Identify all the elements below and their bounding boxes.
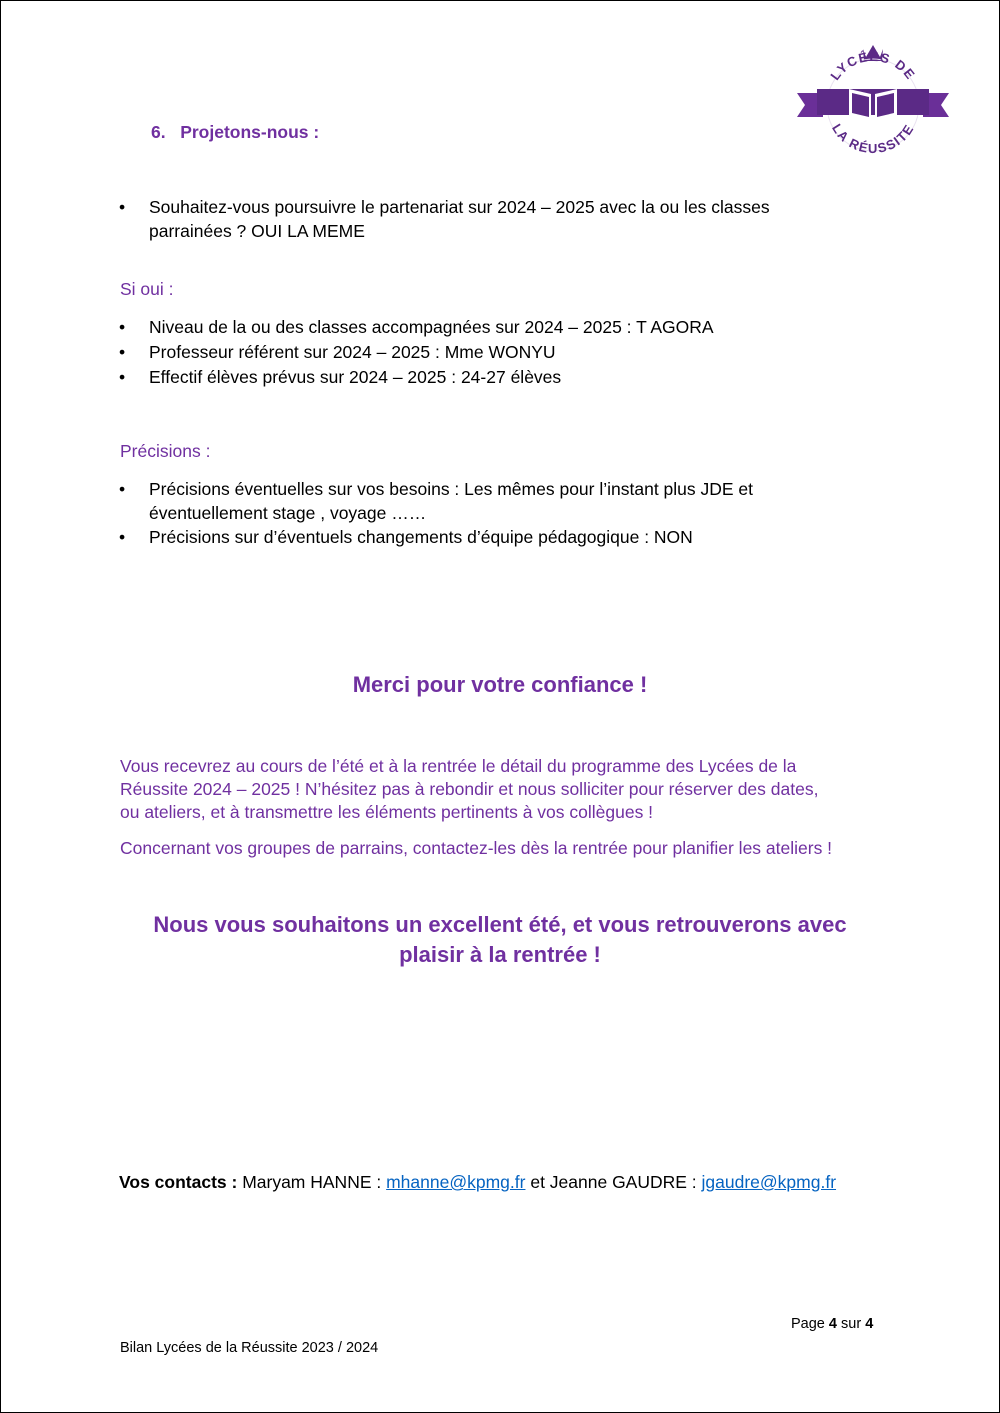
si-oui-heading: Si oui :	[120, 279, 174, 299]
page-number	[791, 1316, 873, 1332]
bullet-icon: •	[119, 527, 126, 547]
list-item	[119, 315, 714, 339]
team-changes: Précisions sur d’éventuels changements d’équipe pédagogique : NON	[149, 527, 693, 547]
page-current: 4	[828, 1316, 837, 1332]
bullet-icon: •	[119, 197, 126, 217]
email-link-jgaudre[interactable]: jgaudre@kpmg.fr	[701, 1172, 837, 1192]
logo-bottom-text: LA RÉUSSITE	[829, 121, 917, 157]
info-line-2: Réussite 2024 – 2025 ! N’hésitez pas à rebondir et nous solliciter pour réserver des dates,	[120, 779, 819, 799]
bullet-icon: •	[119, 367, 126, 387]
section-number: 6.	[151, 122, 166, 142]
list-item	[119, 525, 753, 549]
thanks-heading: Merci pour votre confiance !	[352, 672, 648, 697]
bullet-icon: •	[119, 317, 126, 337]
partnership-question	[119, 195, 770, 243]
question-line-2: parrainées ? OUI LA MEME	[149, 221, 365, 241]
contacts-label: Vos contacts :	[119, 1172, 238, 1192]
logo-graphic	[787, 37, 959, 165]
page-mid: sur	[836, 1316, 866, 1332]
closing-line-2: plaisir à la rentrée !	[399, 942, 601, 967]
list-item	[119, 477, 753, 525]
email-link-mhanne[interactable]: mhanne@kpmg.fr	[386, 1172, 526, 1192]
logo-top-text: LYCÉES DE	[827, 48, 919, 83]
closing-line-1: Nous vous souhaitons un excellent été, et vous retrouverons avec	[153, 912, 847, 937]
question-line-1: Souhaitez-vous poursuivre le partenariat sur 2024 – 2025 avec la ou les classes	[149, 197, 770, 217]
bullet-icon: •	[119, 342, 126, 362]
precisions-list	[119, 477, 753, 549]
info-line-3: ou ateliers, et à transmettre les éléments pertinents à vos collègues !	[120, 802, 654, 822]
section-title: Projetons-nous :	[180, 122, 320, 142]
info-line-1: Vous recevrez au cours de l’été et à la rentrée le détail du programme des Lycées de la	[120, 756, 797, 776]
contact-name-1: Maryam HANNE :	[237, 1172, 387, 1192]
list-item	[119, 195, 770, 243]
footer-document-title: Bilan Lycées de la Réussite 2023 / 2024	[120, 1340, 379, 1356]
contacts-line	[119, 1170, 836, 1194]
precisions-heading: Précisions :	[120, 441, 211, 461]
page-prefix: Page	[791, 1316, 829, 1332]
contact-name-2: et Jeanne GAUDRE :	[525, 1172, 702, 1192]
needs-line-2: éventuellement stage , voyage ……	[149, 503, 427, 523]
section-heading	[151, 121, 319, 143]
info-paragraph	[120, 755, 920, 824]
student-count: Effectif élèves prévus sur 2024 – 2025 : 24-27 élèves	[149, 367, 562, 387]
svg-text:LYCÉES DE	[827, 49, 918, 83]
list-item	[119, 365, 714, 389]
si-oui-list	[119, 315, 714, 389]
classes-level: Niveau de la ou des classes accompagnées sur 2024 – 2025 : T AGORA	[149, 317, 714, 337]
info-line-4: Concernant vos groupes de parrains, contactez-les dès la rentrée pour planifier les ateliers !	[120, 838, 833, 858]
lycees-reussite-logo	[787, 37, 959, 165]
bullet-icon: •	[119, 479, 126, 499]
page-total: 4	[865, 1316, 874, 1332]
list-item	[119, 340, 714, 364]
closing-message	[1, 910, 999, 970]
svg-text:LA RÉUSSITE	[829, 121, 917, 156]
referent-teacher: Professeur référent sur 2024 – 2025 : Mme WONYU	[149, 342, 556, 362]
needs-line-1: Précisions éventuelles sur vos besoins : Les mêmes pour l’instant plus JDE et	[149, 479, 754, 499]
